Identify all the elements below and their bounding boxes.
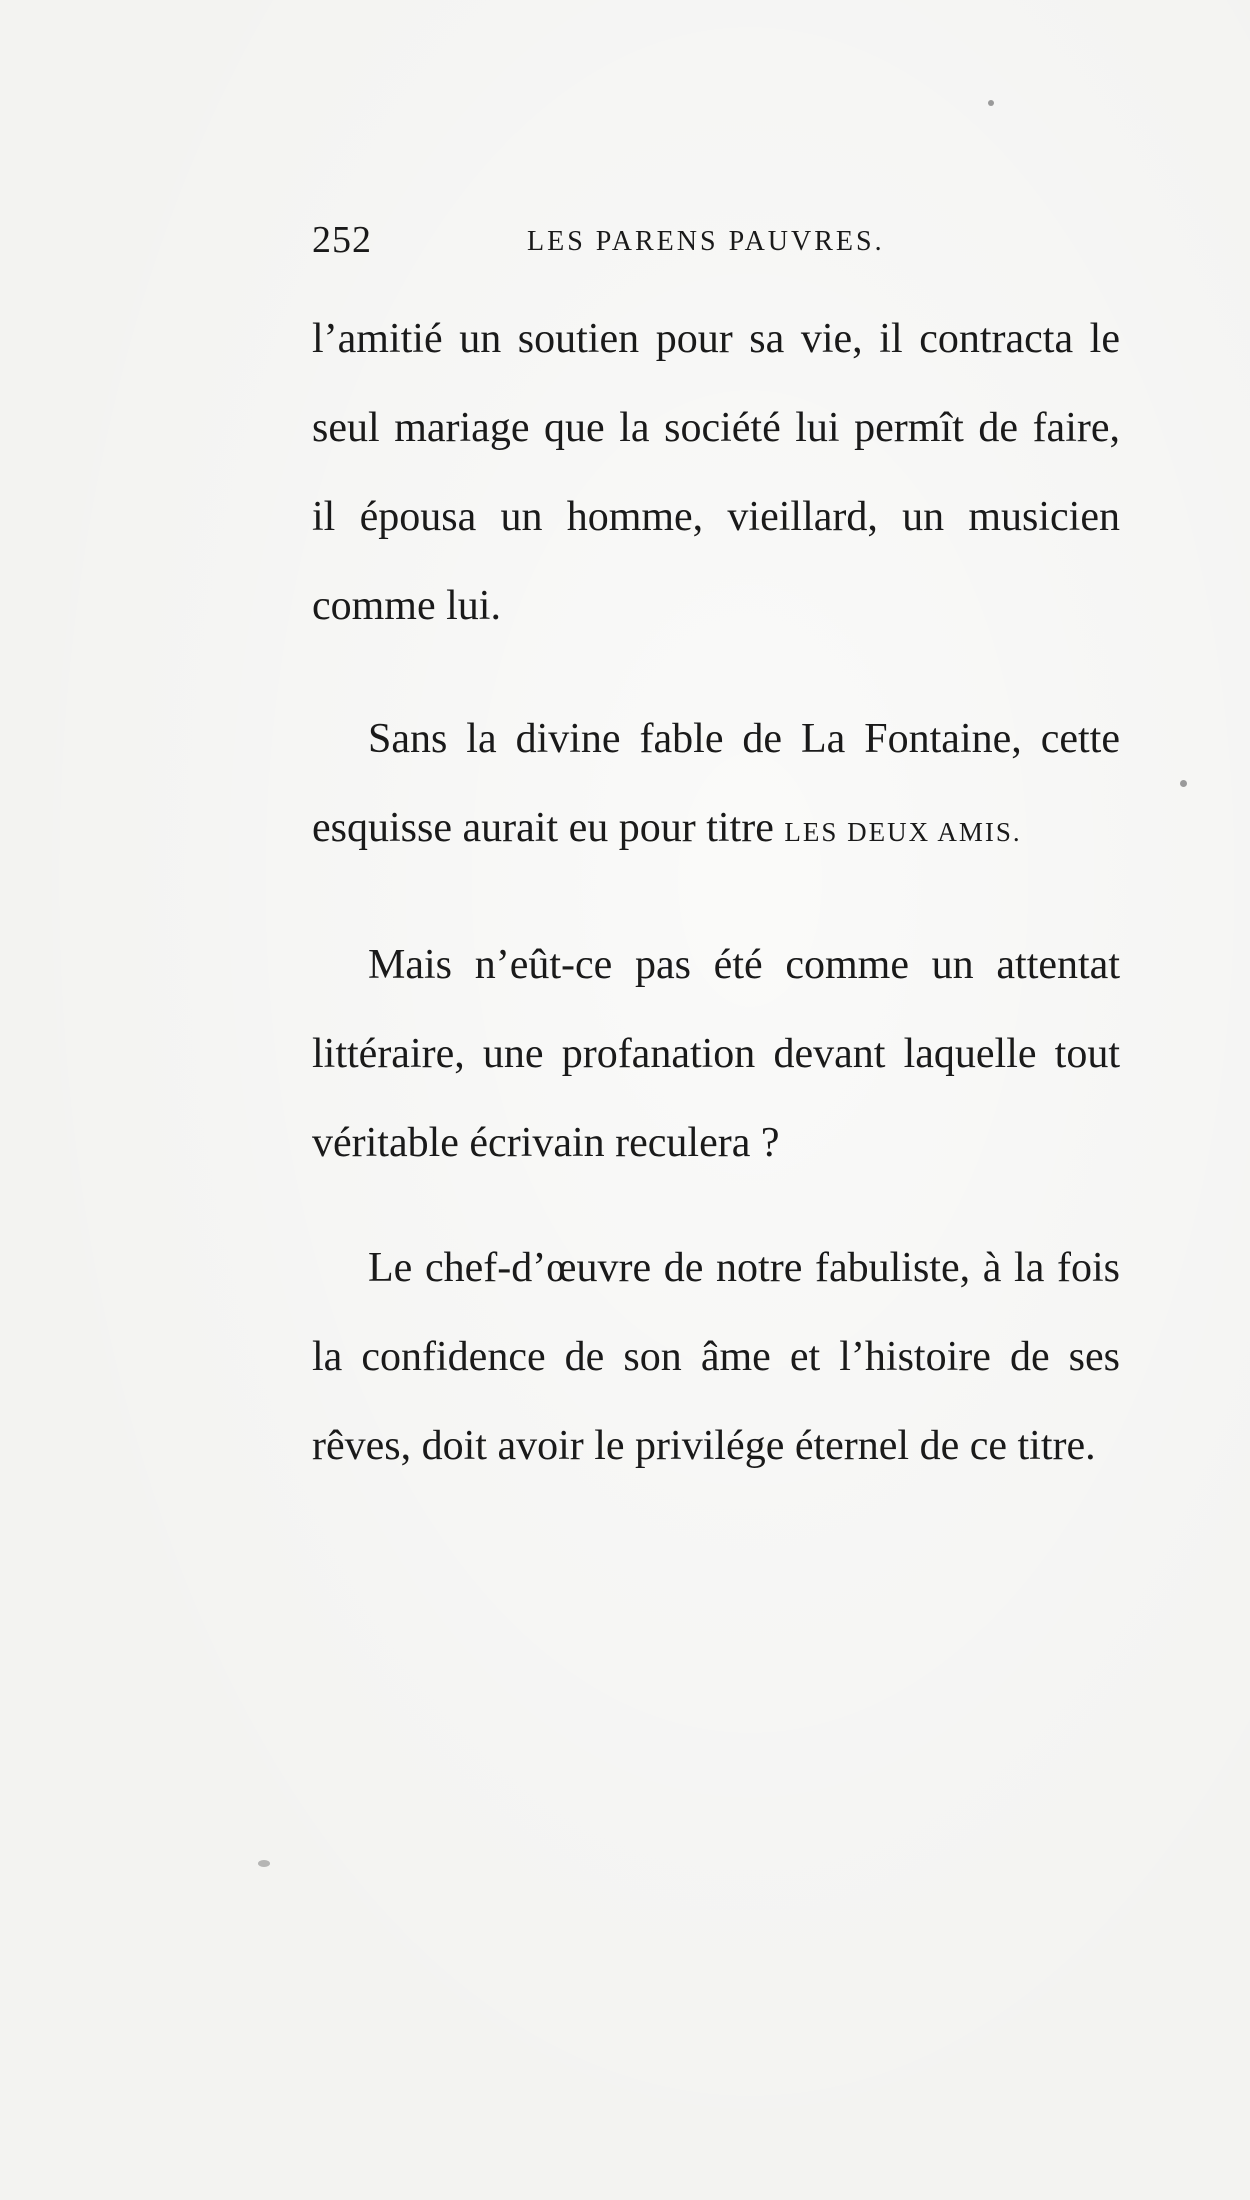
paper-speck <box>988 100 994 106</box>
paper-speck <box>1180 780 1187 787</box>
paragraph-3: Mais n’eût-ce pas été comme un attentat littéraire, une profanation devant laquelle tout véritable écrivain reculera ? <box>312 942 1120 1166</box>
running-title: LES PARENS PAUVRES. <box>527 226 885 257</box>
paragraph-4: Le chef-d’œuvre de notre fabuliste, à la fois la confidence de son âme et l’histoire de ses rêves, doit avoir le privilége éternel de ce titre. <box>312 1245 1120 1469</box>
paragraph-2-text: Sans la divine fable de La Fontaine, cette esquisse aurait eu pour titre <box>312 716 1120 851</box>
running-head <box>312 218 1120 268</box>
body-text <box>312 295 1120 1491</box>
paragraph-2 <box>312 695 1120 877</box>
book-title-smallcaps: LES DEUX AMIS. <box>784 817 1022 847</box>
paper-speck <box>258 1860 270 1867</box>
paragraph-1: l’amitié un soutien pour sa vie, il contracta le seul mariage que la société lui permît de faire, il épousa un homme, vieillard, un musicien comme lui. <box>312 316 1120 629</box>
page-number: 252 <box>312 219 372 261</box>
